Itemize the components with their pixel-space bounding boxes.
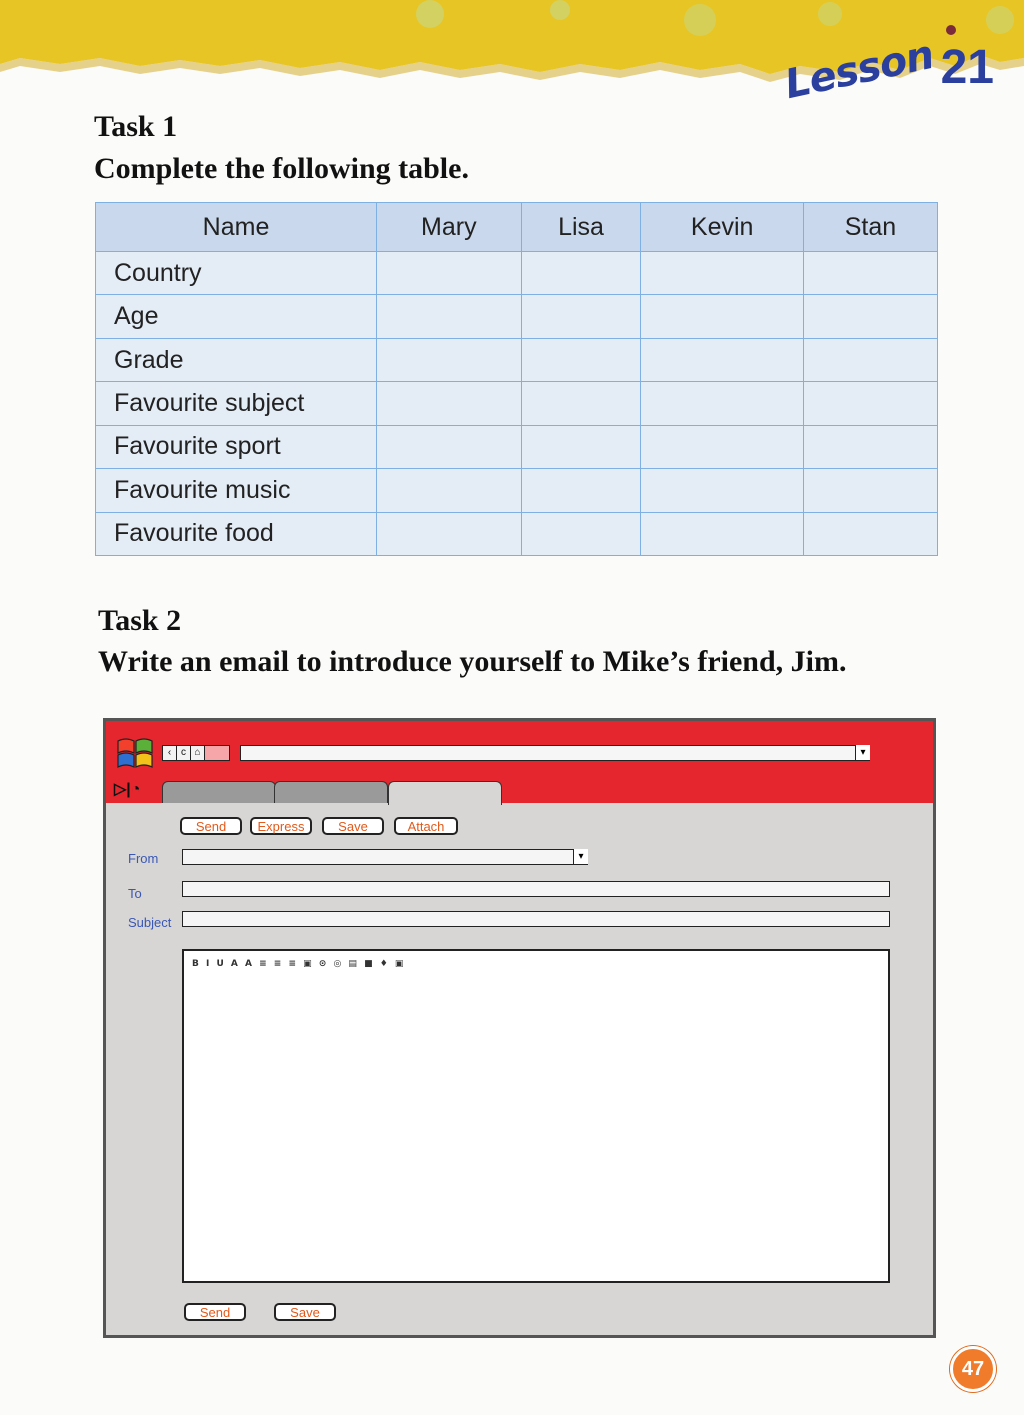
- answer-cell[interactable]: [377, 295, 522, 338]
- answer-cell[interactable]: [521, 338, 641, 381]
- table-row: [96, 425, 938, 468]
- col-header: Lisa: [521, 203, 641, 252]
- lesson-heading: [781, 31, 994, 109]
- table-row: [96, 469, 938, 512]
- email-window: [103, 718, 936, 1338]
- nav-buttons: [162, 745, 230, 761]
- info-table: [95, 202, 938, 556]
- express-button[interactable]: Express: [250, 817, 312, 835]
- answer-cell[interactable]: [521, 469, 641, 512]
- page-number: 47: [950, 1346, 996, 1392]
- answer-cell[interactable]: [377, 512, 522, 555]
- refresh-icon[interactable]: c: [177, 746, 191, 760]
- play-mail-icon[interactable]: ▷|◔: [114, 781, 141, 798]
- row-label: Favourite sport: [96, 425, 377, 468]
- answer-cell[interactable]: [521, 295, 641, 338]
- tab[interactable]: [274, 781, 388, 803]
- tab-active[interactable]: [388, 781, 502, 805]
- send-button[interactable]: Send: [180, 817, 242, 835]
- subject-field[interactable]: [182, 911, 890, 927]
- answer-cell[interactable]: [641, 425, 803, 468]
- answer-cell[interactable]: [377, 382, 522, 425]
- table-row: [96, 338, 938, 381]
- row-label: Grade: [96, 338, 377, 381]
- col-header: Stan: [803, 203, 937, 252]
- subject-label: Subject: [128, 915, 172, 930]
- answer-cell[interactable]: [521, 382, 641, 425]
- answer-cell[interactable]: [377, 252, 522, 295]
- address-bar[interactable]: [240, 745, 870, 761]
- answer-cell[interactable]: [521, 252, 641, 295]
- answer-cell[interactable]: [377, 469, 522, 512]
- col-header: Name: [96, 203, 377, 252]
- to-field[interactable]: [182, 881, 890, 897]
- answer-cell[interactable]: [377, 338, 522, 381]
- answer-cell[interactable]: [803, 252, 937, 295]
- answer-cell[interactable]: [803, 295, 937, 338]
- answer-cell[interactable]: [803, 338, 937, 381]
- format-toolbar[interactable]: B I U A A ≡ ≡ ≡ ▣ ⊙ ◎ ▤ ■ ♦ ▣: [192, 959, 406, 969]
- table-row: [96, 512, 938, 555]
- task2-title: Task 2: [98, 604, 182, 637]
- table-row: [96, 295, 938, 338]
- to-label: To: [128, 886, 142, 901]
- col-header: Mary: [377, 203, 522, 252]
- answer-cell[interactable]: [641, 469, 803, 512]
- answer-cell[interactable]: [803, 425, 937, 468]
- from-label: From: [128, 851, 159, 866]
- browser-titlebar: [106, 721, 933, 803]
- row-label: Age: [96, 295, 377, 338]
- save-button[interactable]: Save: [322, 817, 384, 835]
- lesson-number: 21: [940, 41, 994, 94]
- table-header-row: [96, 203, 938, 252]
- nav-extra-button[interactable]: [205, 746, 229, 760]
- row-label: Favourite music: [96, 469, 377, 512]
- answer-cell[interactable]: [803, 512, 937, 555]
- answer-cell[interactable]: [521, 512, 641, 555]
- task1-instruction: Complete the following table.: [94, 152, 469, 185]
- row-label: Favourite food: [96, 512, 377, 555]
- answer-cell[interactable]: [641, 295, 803, 338]
- tab[interactable]: [162, 781, 276, 803]
- chevron-down-icon[interactable]: ▾: [573, 849, 588, 864]
- home-icon[interactable]: ⌂: [191, 746, 205, 760]
- answer-cell[interactable]: [641, 252, 803, 295]
- answer-cell[interactable]: [803, 382, 937, 425]
- answer-cell[interactable]: [641, 382, 803, 425]
- answer-cell[interactable]: [803, 469, 937, 512]
- task1-title: Task 1: [94, 110, 178, 143]
- lesson-word: Lesson: [781, 31, 938, 109]
- table-row: [96, 382, 938, 425]
- bottom-send-button[interactable]: Send: [184, 1303, 246, 1321]
- from-field[interactable]: [182, 849, 588, 865]
- answer-cell[interactable]: [521, 425, 641, 468]
- back-icon[interactable]: ‹: [163, 746, 177, 760]
- windows-logo-icon: [116, 737, 154, 771]
- row-label: Favourite subject: [96, 382, 377, 425]
- message-body-input[interactable]: [182, 949, 890, 1283]
- answer-cell[interactable]: [641, 512, 803, 555]
- answer-cell[interactable]: [377, 425, 522, 468]
- attach-button[interactable]: Attach: [394, 817, 458, 835]
- row-label: Country: [96, 252, 377, 295]
- bottom-save-button[interactable]: Save: [274, 1303, 336, 1321]
- col-header: Kevin: [641, 203, 803, 252]
- chevron-down-icon[interactable]: ▾: [855, 745, 870, 760]
- table-row: [96, 252, 938, 295]
- task2-instruction: Write an email to introduce yourself to Mike’s friend, Jim.: [98, 645, 847, 678]
- answer-cell[interactable]: [641, 338, 803, 381]
